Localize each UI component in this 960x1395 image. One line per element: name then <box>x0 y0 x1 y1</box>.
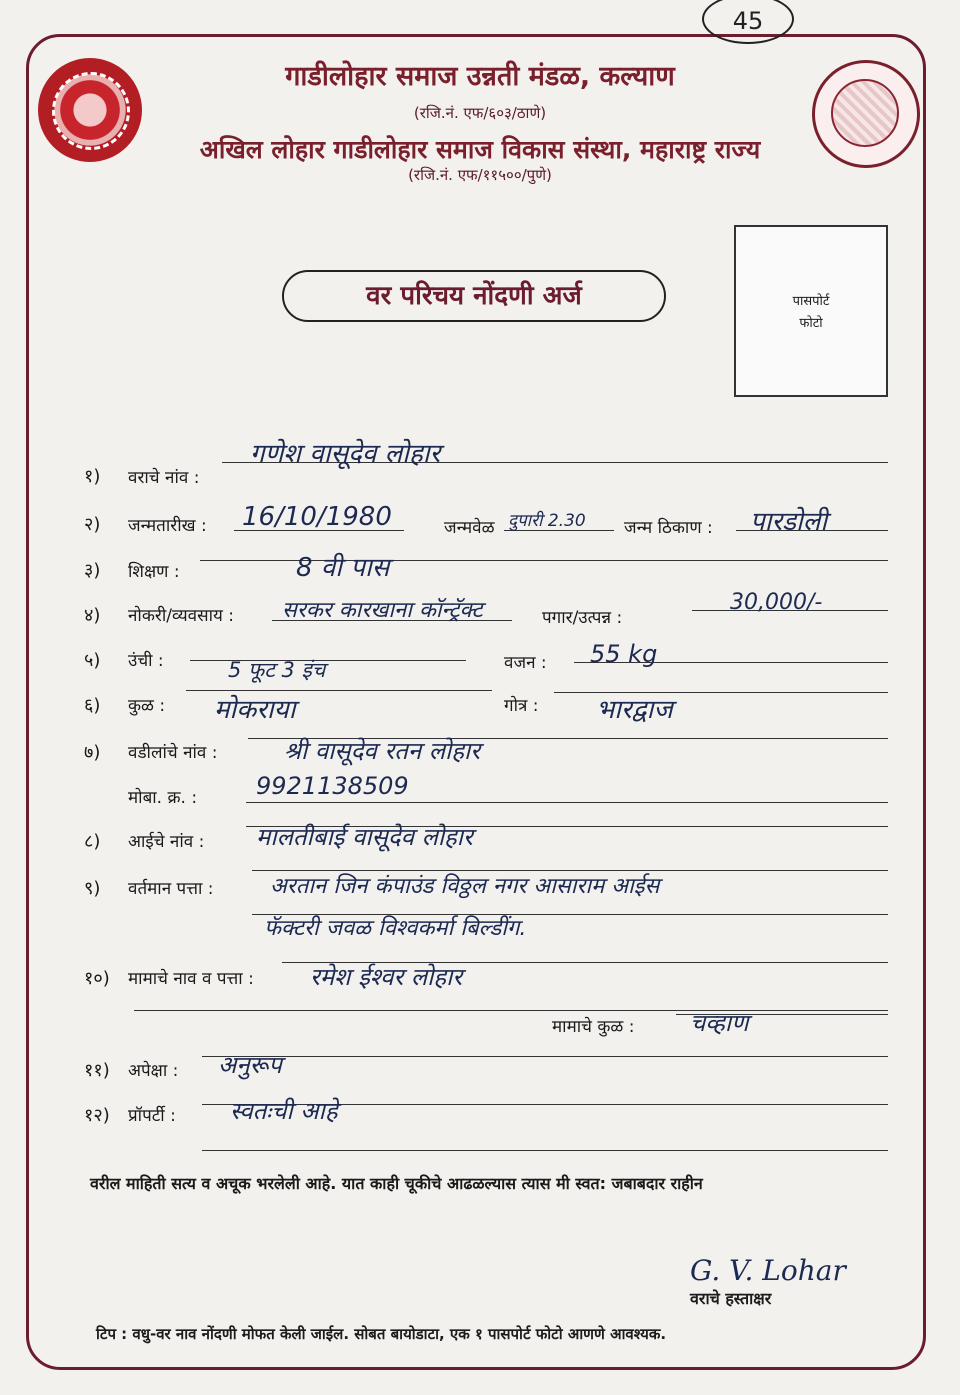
birth-place-value[interactable]: पारडोली <box>750 507 828 537</box>
address-value-line1[interactable]: अरतान जिन कंपाउंड विठ्ठल नगर आसाराम आईस <box>270 874 660 899</box>
uncle-label: मामाचे नाव व पत्ता : <box>128 969 254 989</box>
birth-date-label: जन्मतारीख : <box>128 516 207 536</box>
field-number: १०) <box>84 968 110 989</box>
education-value[interactable]: 8 वी पास <box>296 553 390 583</box>
kul-value[interactable]: मोकराया <box>214 695 296 725</box>
property-label: प्रॉपर्टी : <box>128 1106 176 1126</box>
sanstha-registration: (रजि.नं. एफ/११५००/पुणे) <box>408 166 552 184</box>
page-number: 45 <box>702 0 794 44</box>
occupation-label: नोकरी/व्यवसाय : <box>128 606 234 626</box>
kul-label: कुळ : <box>128 696 166 716</box>
org-registration: (रजि.नं. एफ/६०३/ठाणे) <box>413 104 547 122</box>
gotra-value[interactable]: भारद्वाज <box>596 695 673 725</box>
uncle-kul-value[interactable]: चव्हाण <box>690 1009 749 1037</box>
salary-label: पगार/उत्पन्न : <box>542 608 623 628</box>
photo-label-1: पासपोर्ट <box>792 294 830 309</box>
height-value[interactable]: 5 फूट 3 इंच <box>228 658 326 682</box>
mobile-line <box>246 802 888 803</box>
form-title: वर परिचय नोंदणी अर्ज <box>282 270 666 322</box>
mother-name-value[interactable]: मालतीबाई वासूदेव लोहार <box>256 823 473 851</box>
passport-photo-box <box>734 225 888 397</box>
uncle-value[interactable]: रमेश ईश्वर लोहार <box>310 963 463 991</box>
address-value-line2[interactable]: फॅक्टरी जवळ विश्वकर्मा बिल्डींग. <box>264 916 527 941</box>
birth-place-label: जन्म ठिकाण : <box>624 518 713 538</box>
mother-name-label: आईचे नांव : <box>128 832 205 852</box>
field-number: ४) <box>84 605 101 626</box>
declaration-text: वरील माहिती सत्य व अचूक भरलेली आहे. यात काही चूकीचे आढळल्यास त्यास मी स्वत: जबाबदार राहीन <box>90 1174 703 1193</box>
blank-line <box>202 1150 888 1151</box>
birth-time-value[interactable]: दुपारी 2.30 <box>508 511 586 531</box>
weight-value[interactable]: 55 kg <box>590 640 658 668</box>
property-value[interactable]: स्वतःची आहे <box>230 1097 338 1125</box>
birth-time-label: जन्मवेळ <box>444 518 495 538</box>
field-number: १२) <box>84 1105 110 1126</box>
field-number: ५) <box>84 650 101 671</box>
signature-label: वराचे हस्ताक्षर <box>690 1289 772 1308</box>
mobile-value[interactable]: 9921138509 <box>256 772 409 800</box>
address-label: वर्तमान पत्ता : <box>128 879 214 899</box>
salary-value[interactable]: 30,000/- <box>730 590 823 615</box>
field-number: ८) <box>84 831 101 852</box>
sanstha-name: अखिल लोहार गाडीलोहार समाज विकास संस्था, महाराष्ट्र राज्य <box>199 135 761 164</box>
height-label: उंची : <box>128 651 164 671</box>
org-name: गाडीलोहार समाज उन्नती मंडळ, कल्याण <box>285 61 675 92</box>
father-name-label: वडीलांचे नांव : <box>128 743 218 763</box>
field-number: ३) <box>84 560 101 581</box>
field-number: ७) <box>84 742 101 763</box>
expectation-value[interactable]: अनुरूप <box>218 1051 282 1079</box>
groom-name-value[interactable]: गणेश वासूदेव लोहार <box>250 439 441 469</box>
photo-label-2: फोटो <box>799 316 823 331</box>
groom-name-label: वराचे नांव : <box>128 468 200 488</box>
field-number: ६) <box>84 695 101 716</box>
occupation-value[interactable]: सरकर कारखाना कॉन्ट्रॅक्ट <box>282 598 483 623</box>
uncle-kul-label: मामाचे कुळ : <box>552 1017 635 1037</box>
gotra-label: गोत्र : <box>504 696 539 716</box>
birth-date-value[interactable]: 16/10/1980 <box>242 502 392 532</box>
mobile-label: मोबा. क्र. : <box>128 788 198 808</box>
father-name-value[interactable]: श्री वासूदेव रतन लोहार <box>284 737 481 765</box>
field-number: १) <box>84 466 101 487</box>
education-label: शिक्षण : <box>128 562 180 582</box>
field-number: २) <box>84 514 101 535</box>
groom-signature: G. V. Lohar <box>690 1254 846 1287</box>
field-number: ११) <box>84 1060 110 1081</box>
uncle-address-line <box>134 1010 888 1011</box>
footer-note: टिप : वधु-वर नाव नोंदणी मोफत केली जाईल. सोबत बायोडाटा, एक १ पासपोर्ट फोटो आणणे आवश्यक. <box>96 1325 667 1343</box>
expectation-line <box>202 1056 888 1057</box>
weight-label: वजन : <box>504 653 547 673</box>
expectation-label: अपेक्षा : <box>128 1061 179 1081</box>
field-number: ९) <box>84 878 101 899</box>
